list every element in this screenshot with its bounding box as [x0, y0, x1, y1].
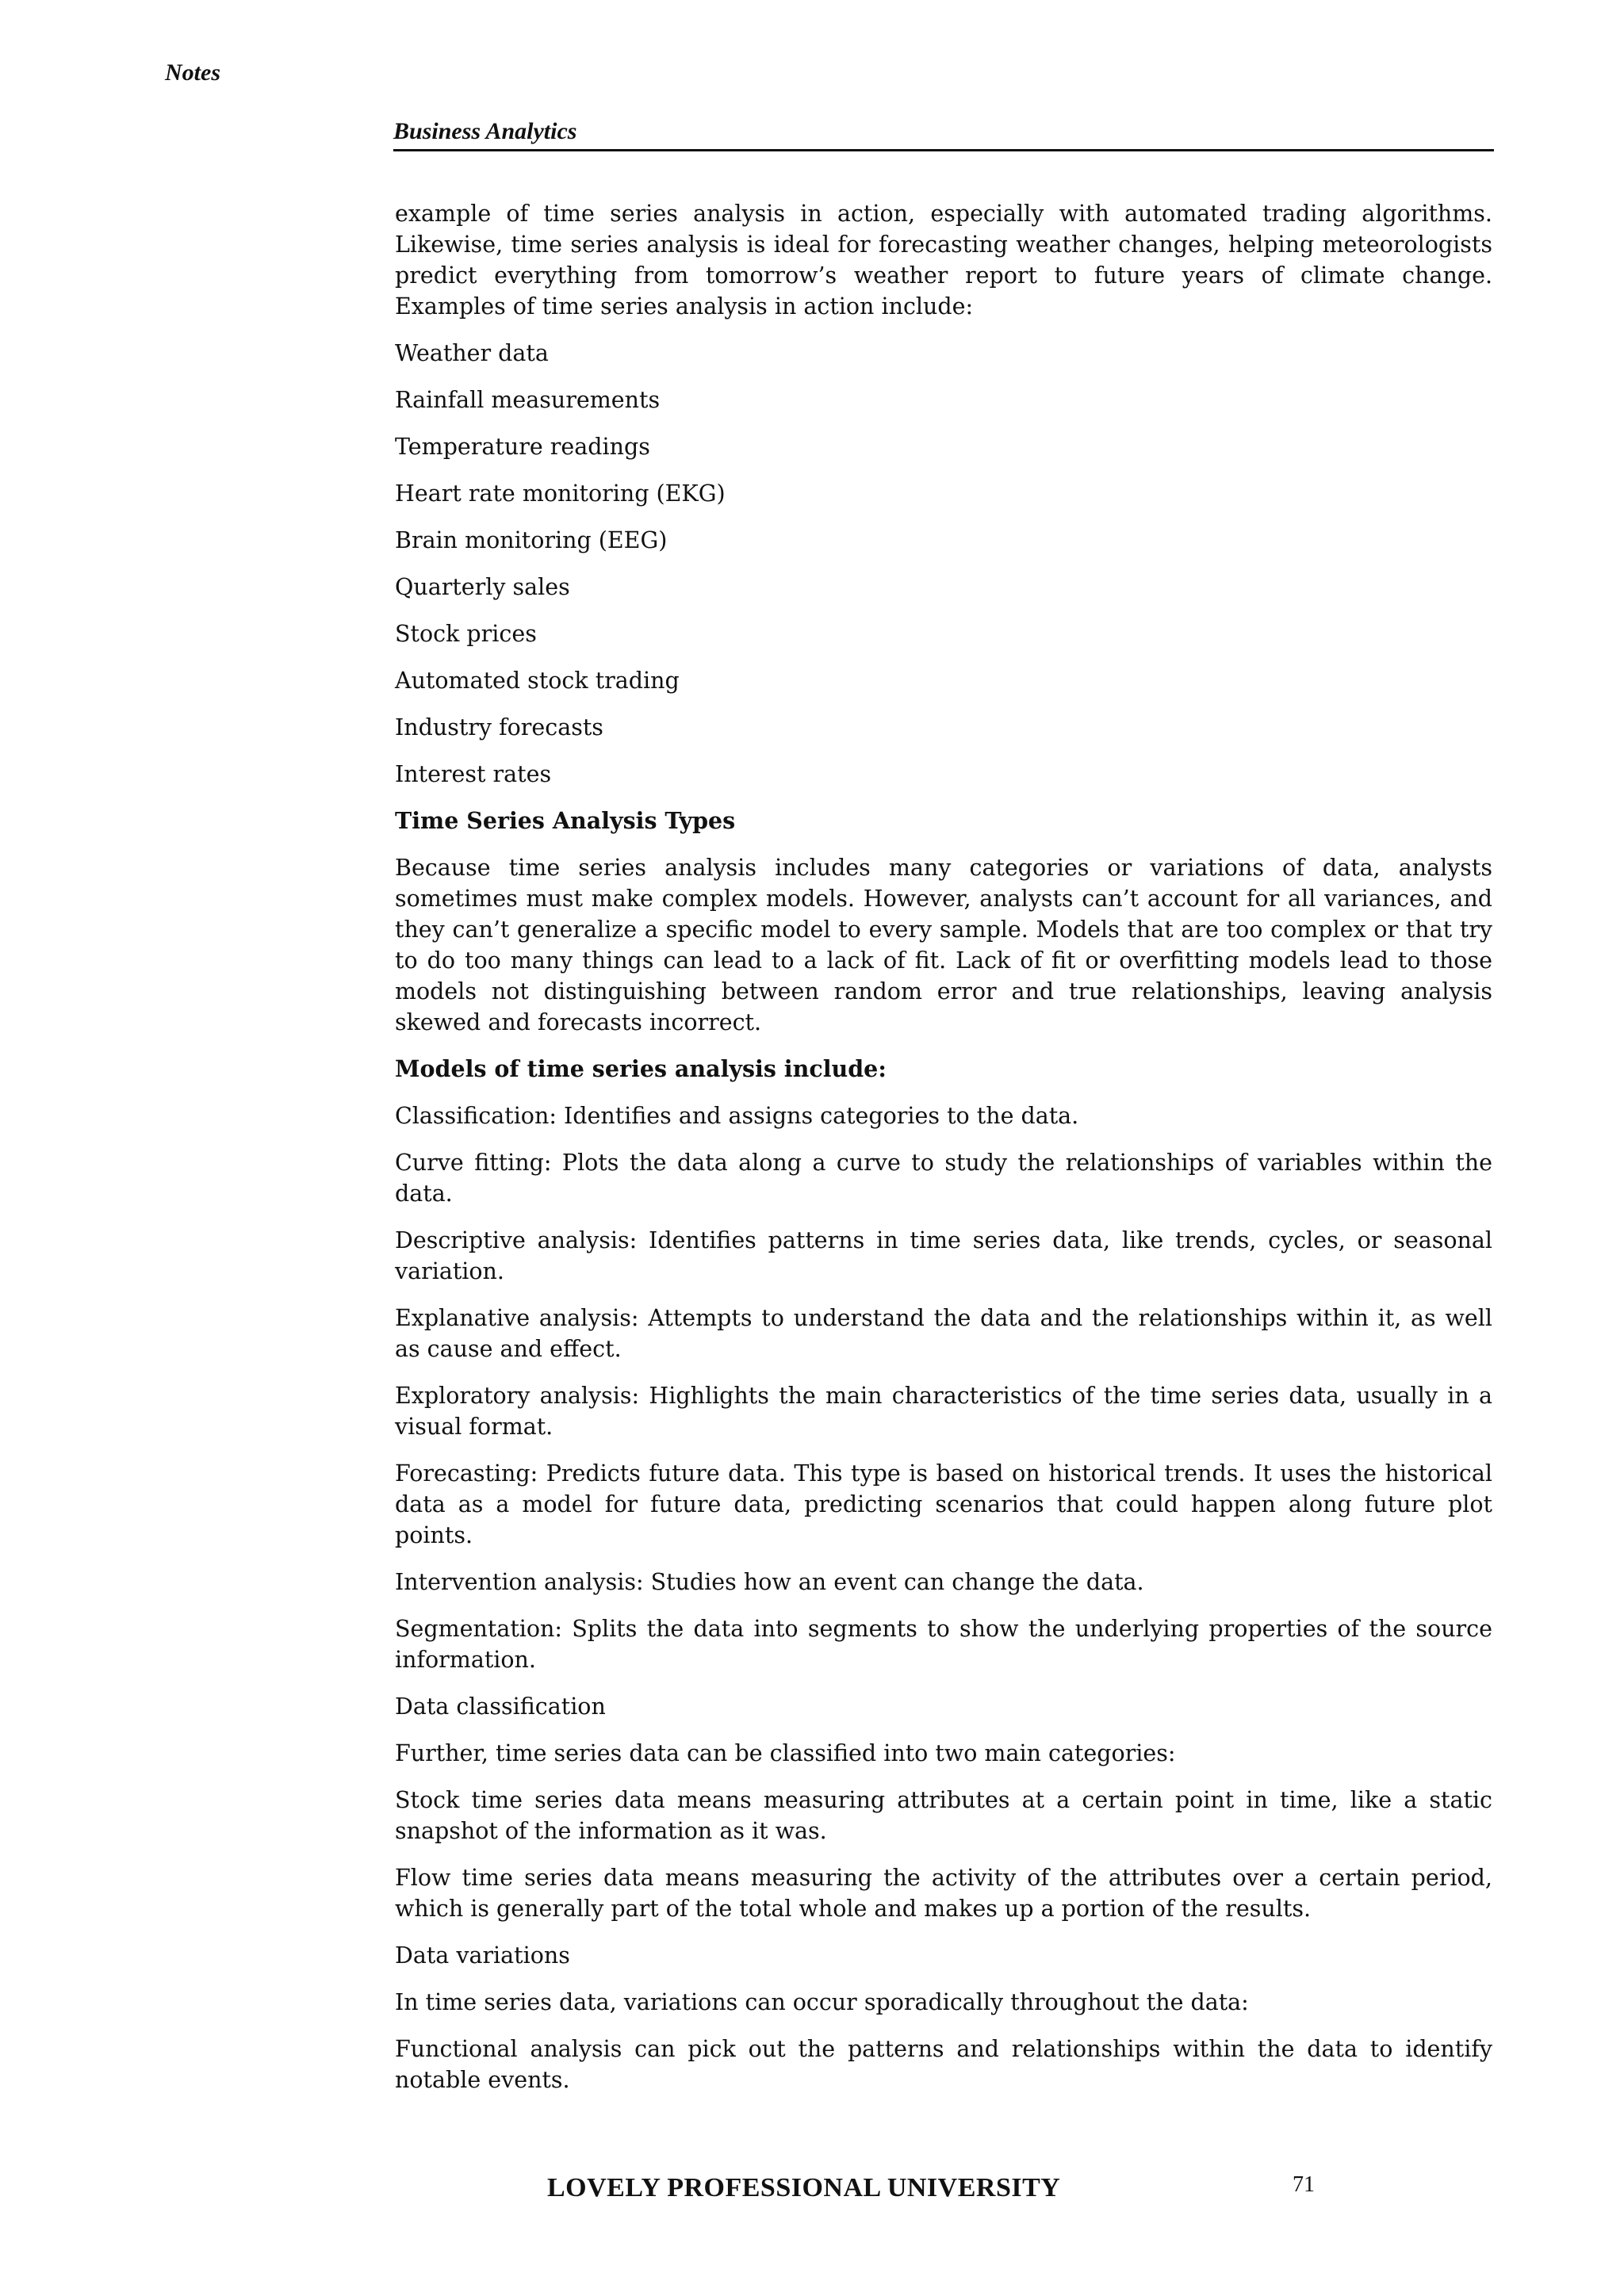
- flow-paragraph: Flow time series data means measuring the activity of the attributes over a certain period, which is generally part of the total whole and makes up a portion of the results.: [395, 1865, 1492, 1922]
- model-item: Forecasting: Predicts future data. This type is based on historical trends. It uses the historical data as a model for future data, predicting scenarios that could happen along future plot points.: [395, 1460, 1492, 1548]
- data-variations-label: Data variations: [395, 1942, 570, 1969]
- model-item: Intervention analysis: Studies how an event can change the data.: [395, 1569, 1144, 1595]
- example-item: Industry forecasts: [395, 714, 603, 740]
- stock-paragraph: Stock time series data means measuring attributes at a certain point in time, like a static snapshot of the information as it was.: [395, 1787, 1492, 1844]
- model-item: Descriptive analysis: Identifies patterns in time series data, like trends, cycles, or seasonal variation.: [395, 1227, 1492, 1284]
- example-item: Interest rates: [395, 761, 552, 787]
- margin-notes-label: Notes: [165, 59, 220, 86]
- model-item: Exploratory analysis: Highlights the main characteristics of the time series data, usually in a visual format.: [395, 1383, 1492, 1440]
- example-item: Automated stock trading: [395, 668, 680, 694]
- page-number: 71: [1293, 2172, 1315, 2197]
- model-item: Explanative analysis: Attempts to understand the data and the relationships within it, as well as cause and effect.: [395, 1305, 1492, 1362]
- variations-intro: In time series data, variations can occur sporadically throughout the data:: [395, 1989, 1249, 2015]
- intro-paragraph: example of time series analysis in action, especially with automated trading algorithms. Likewise, time series analysis is ideal for forecasting weather changes, helping meteorologists predict everything from tomorrow’s weather report to future years of climate change. Examples of time series analysis in action include:: [395, 201, 1492, 320]
- classification-intro: Further, time series data can be classified into two main categories:: [395, 1740, 1176, 1766]
- types-paragraph: Because time series analysis includes many categories or variations of data, analysts sometimes must make complex models. However, analysts can’t account for all variances, and they can’t generalize a specific model to every sample. Models that are too complex or that try to do too many things can lead to a lack of fit. Lack of fit or overfitting models lead to those models not distinguishing between random error and true relationships, leaving analysis skewed and forecasts incorrect.: [395, 855, 1492, 1035]
- data-classification-label: Data classification: [395, 1693, 606, 1720]
- functional-paragraph: Functional analysis can pick out the patterns and relationships within the data to identify notable events.: [395, 2036, 1492, 2093]
- example-item: Heart rate monitoring (EKG): [395, 480, 726, 507]
- section-heading-models: Models of time series analysis include:: [395, 1055, 887, 1082]
- example-item: Temperature readings: [395, 434, 650, 460]
- example-item: Rainfall measurements: [395, 387, 661, 413]
- running-header-title: Business Analytics: [393, 118, 577, 144]
- section-heading-types: Time Series Analysis Types: [395, 807, 736, 834]
- model-item: Curve fitting: Plots the data along a curve to study the relationships of variables within the data.: [395, 1150, 1492, 1207]
- model-item: Segmentation: Splits the data into segments to show the underlying properties of the source information.: [395, 1616, 1492, 1673]
- example-item: Brain monitoring (EEG): [395, 527, 668, 553]
- running-header: [393, 113, 1494, 151]
- page-body: [395, 198, 1492, 2111]
- model-item: Classification: Identifies and assigns categories to the data.: [395, 1103, 1079, 1129]
- example-item: Stock prices: [395, 621, 537, 647]
- example-item: Weather data: [395, 340, 549, 366]
- example-item: Quarterly sales: [395, 574, 570, 600]
- footer-university-name: LOVELY PROFESSIONAL UNIVERSITY: [547, 2173, 1061, 2202]
